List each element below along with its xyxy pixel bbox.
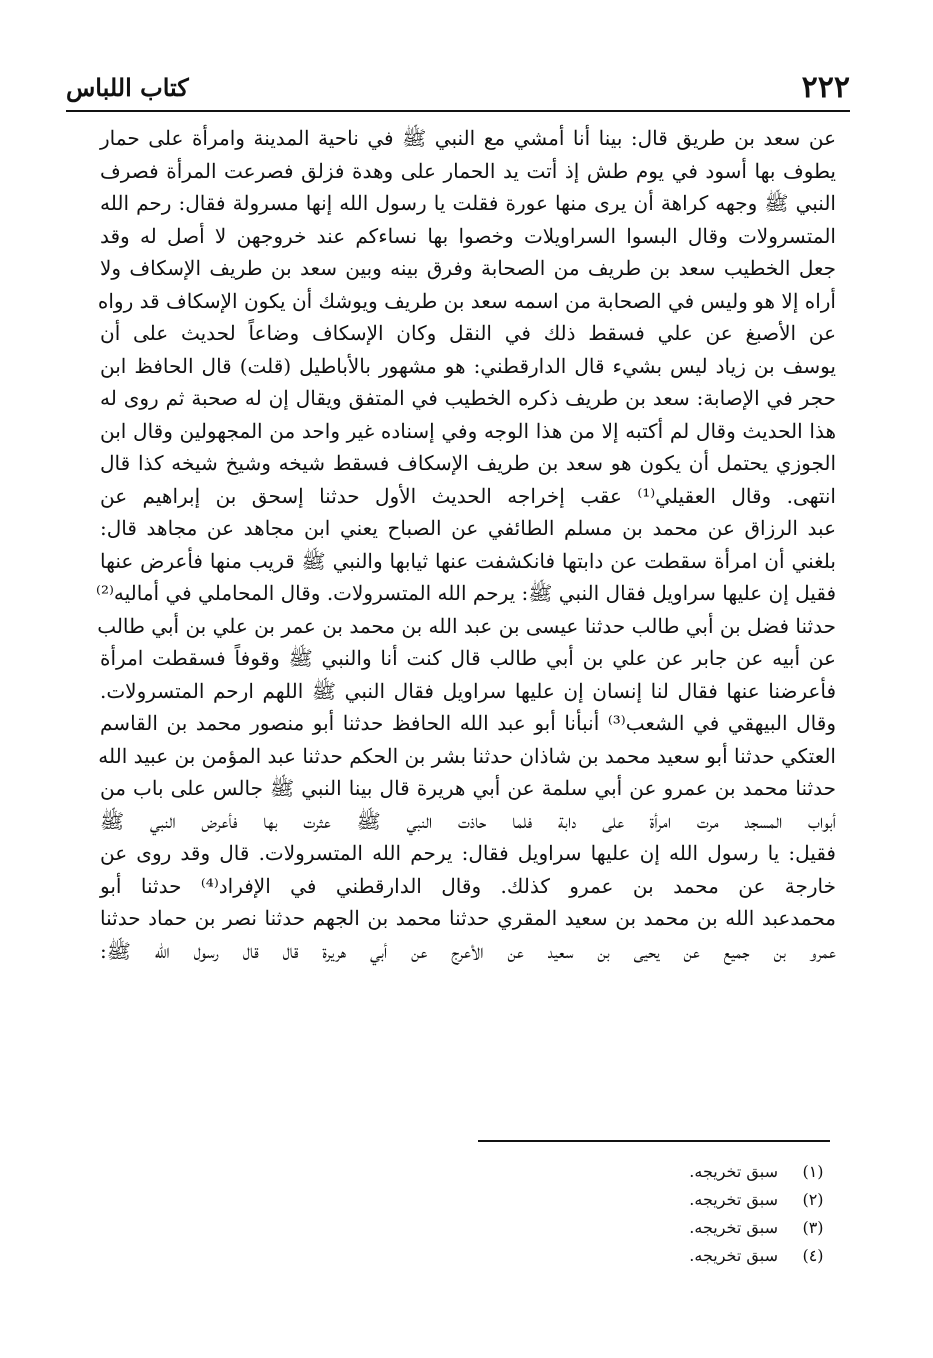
- footnote-number: (٣): [802, 1218, 824, 1237]
- footnote-text: سبق تخريجه.: [689, 1190, 778, 1209]
- footnote: [478, 1186, 830, 1214]
- chapter-title: كتاب اللباس: [66, 73, 189, 102]
- footnote-text: سبق تخريجه.: [689, 1162, 778, 1181]
- text-line: عن سعد بن طريق قال: بينا أنا أمشي مع النبي ﷺ في ناحية المدينة وامرأة على حمار: [100, 126, 836, 150]
- footnote-number: (١): [802, 1162, 824, 1181]
- text-line: يوسف بن زياد ليس بشيء قال الدارقطني: هو مشهور بالأباطيل (قلت) قال الحافظ ابن: [100, 353, 836, 378]
- text-line: حجر في الإصابة: سعد بن طريف ذكره الخطيب في المتفق ويقال إن له صحبة ثم روى له: [100, 386, 836, 410]
- text-line: وقال البيهقي في الشعب⁽³⁾ أنبأنا أبو عبد الله الحافظ حدثنا أبو منصور محمد بن القاسم: [100, 711, 836, 735]
- footnote-text: سبق تخريجه.: [689, 1246, 778, 1265]
- text-line: فأعرضنا عنها فقال لنا إنسان إن عليها سراويل فقال النبي ﷺ اللهم ارحم المتسرولات.: [100, 678, 836, 703]
- text-line: عن الأصبغ عن علي فسقط ذلك في النقل وكان الإسكاف وضاعاً لحديث على أن: [100, 321, 836, 345]
- text-line: عن أبيه عن جابر عن علي بن أبي طالب قال كنت أنا والنبي ﷺ وقوفاً فسقطت امرأة: [100, 646, 836, 670]
- footnote-divider: [478, 1140, 830, 1142]
- text-line: بلغني أن امرأة سقطت عن دابتها فانكشفت عنها ثيابها والنبي ﷺ قريب منها فأعرض عنها: [100, 548, 836, 573]
- text-line: محمدعبد الله بن محمد بن سعيد المقري حدثنا محمد بن الجهم حدثنا نصر بن حماد حدثنا: [100, 906, 836, 930]
- text-line: الجوزي يحتمل أن يكون هو سعد بن طريف الإسكاف فسقط شيخه وشيخ شيخه كذا قال: [100, 451, 836, 475]
- text-line: أبواب المسجد مرت امرأة على دابة فلما حاذت النبي ﷺ عثرت بها فأعرض النبي ﷺ: [100, 808, 836, 833]
- footnotes: [478, 1158, 830, 1270]
- footnote-number: (٢): [802, 1190, 824, 1209]
- text-line: يطوف بها أسود في يوم طش إذ أتت يد الحمار على وهدة فزلق فصرعت المرأة فصرف: [100, 158, 836, 183]
- footnote: [478, 1242, 830, 1270]
- footnote-number: (٤): [802, 1246, 824, 1265]
- text-line: جعل الخطيب سعد بن طريف من الصحابة وفرق بينه وبين سعد بن طريف الإسكاف ولا: [100, 256, 836, 280]
- page-header: [66, 72, 850, 108]
- text-line: حدثنا فضل بن أبي طالب حدثنا عيسى بن عبد الله بن محمد بن عمر بن علي بن أبي طالب: [97, 613, 836, 638]
- text-line: فقيل: يا رسول الله إن عليها سراويل فقال: يرحم الله المتسرولات. قال وقد روى عن: [100, 841, 836, 865]
- text-line: عبد الرزاق عن محمد بن مسلم الطائفي عن الصباح يعني ابن مجاهد عن مجاهد قال:: [100, 516, 836, 540]
- text-line: انتهى. وقال العقيلي⁽¹⁾ عقب إخراجه الحديث الأول حدثنا إسحق بن إبراهيم عن: [100, 483, 836, 508]
- header-divider: [66, 110, 850, 112]
- text-line: أراه إلا هو وليس في الصحابة من اسمه سعد بن طريف ويوشك أن يكون الإسكاف قد رواه: [97, 288, 836, 313]
- text-line: المتسرولات وقال البسوا السراويلات وخصوا بها نساءكم عند خروجهن لا أصل له وقد: [100, 223, 836, 248]
- main-text: [96, 122, 837, 967]
- footnote: [478, 1158, 830, 1186]
- footnote-text: سبق تخريجه.: [689, 1218, 778, 1237]
- page-number: ٢٢٢: [801, 70, 850, 105]
- text-line: حدثنا محمد بن عمرو عن أبي سلمة عن أبي هريرة قال بينا النبي ﷺ جالس على باب من: [100, 776, 836, 800]
- text-line: هذا الحديث وقال لم أكتبه إلا من هذا الوجه وفي إسناده غير واحد من المجهولين وقال ابن: [100, 418, 836, 443]
- text-line: عمرو بن جميع عن يحيى بن سعيد عن الأعرج عن أبي هريرة قال قال رسول الله ﷺ:: [100, 938, 836, 963]
- footnote: [478, 1214, 830, 1242]
- text-line: خارجة عن محمد بن عمرو كذلك. وقال الدارقطني في الإفراد⁽⁴⁾ حدثنا أبو: [100, 873, 837, 898]
- text-line: العتكي حدثنا أبو سعيد محمد بن شاذان حدثنا بشر بن الحكم حدثنا عبد المؤمن بن عبيد الله: [98, 743, 836, 768]
- text-line: فقيل إن عليها سراويل فقال النبي ﷺ: يرحم الله المتسرولات. وقال المحاملي في أماليه⁽²⁾: [96, 581, 836, 605]
- text-line: النبي ﷺ وجهه كراهة أن يرى منها عورة فقلت يا رسول الله إنها مسرولة فقال: رحم الله: [100, 191, 836, 215]
